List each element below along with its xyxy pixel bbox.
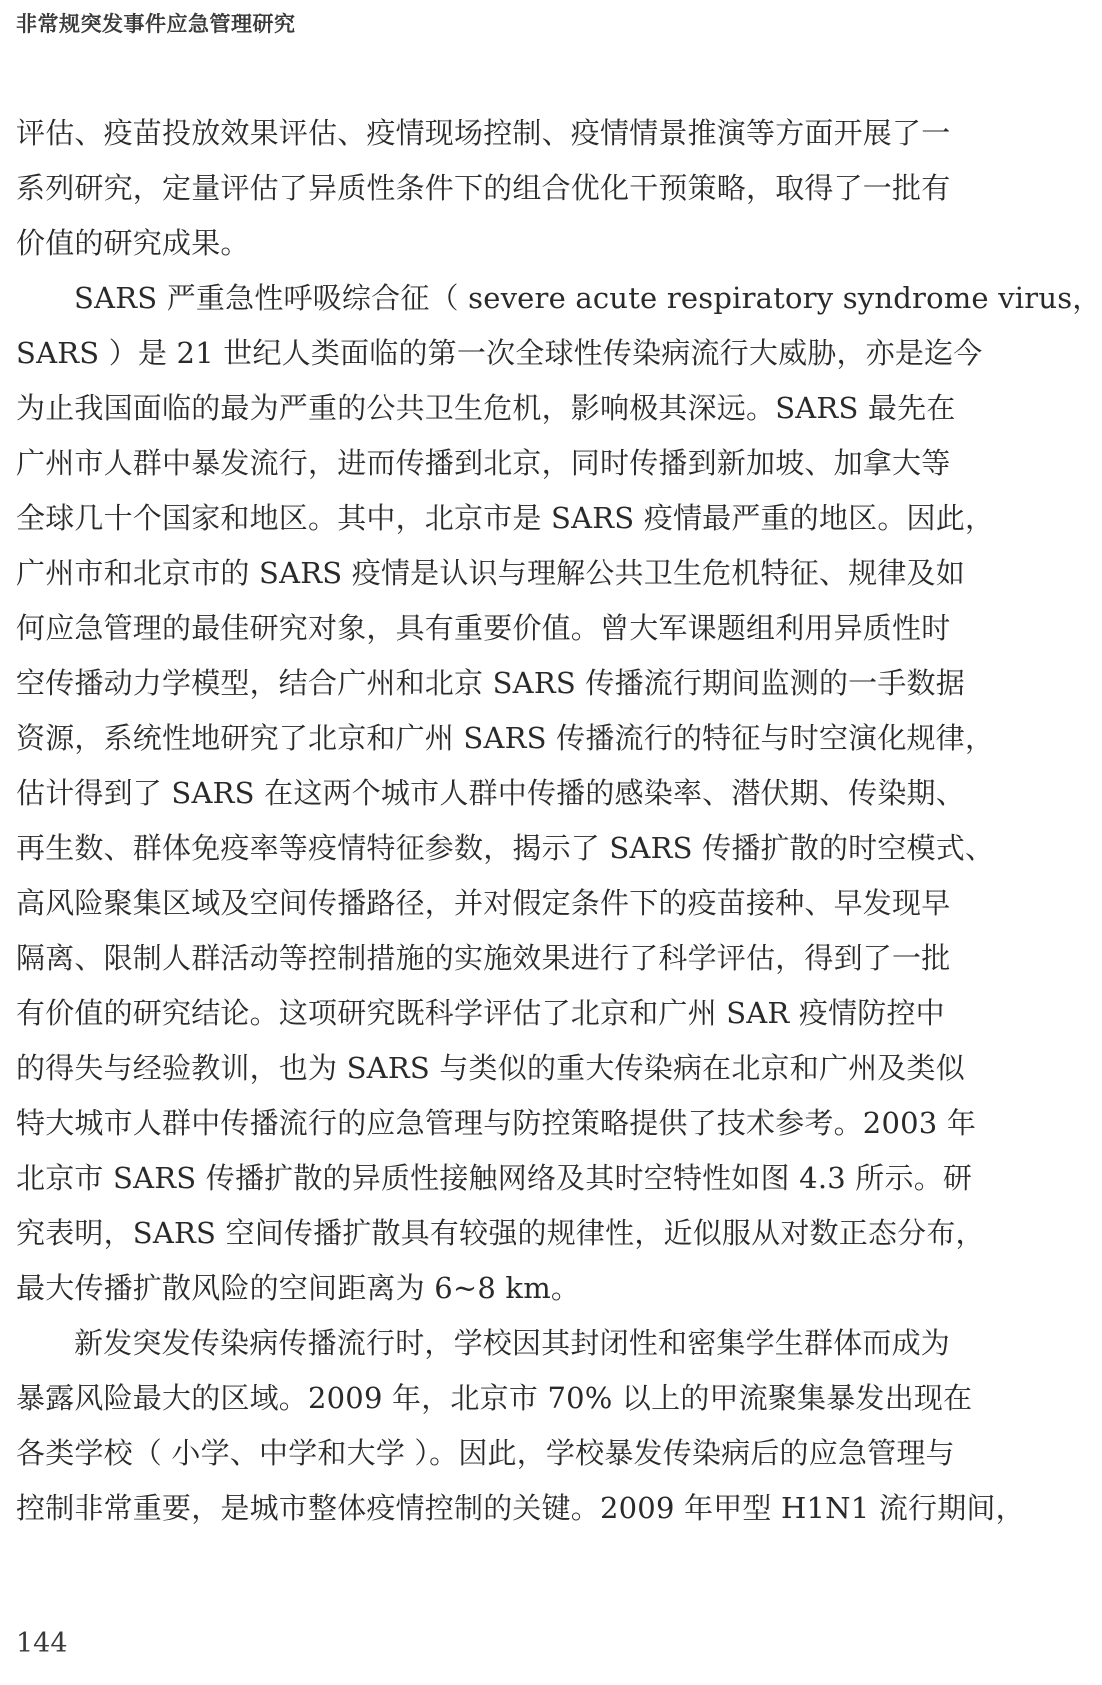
text-line: 究表明，SARS 空间传播扩散具有较强的规律性，近似服从对数正态分布， [16, 1216, 985, 1250]
text-line: 广州市人群中暴发流行，进而传播到北京，同时传播到新加坡、加拿大等 [16, 446, 951, 480]
text-line: 广州市和北京市的 SARS 疫情是认识与理解公共卫生危机特征、规律及如 [16, 556, 965, 590]
text-line: 各类学校（ 小学、中学和大学 ）。因此，学校暴发传染病后的应急管理与 [16, 1436, 955, 1470]
text-line: 新发突发传染病传播流行时，学校因其封闭性和密集学生群体而成为 [74, 1326, 951, 1360]
text-line: 为止我国面临的最为严重的公共卫生危机，影响极其深远。SARS 最先在 [16, 391, 956, 425]
text-line: 空传播动力学模型，结合广州和北京 SARS 传播流行期间监测的一手数据 [16, 666, 965, 700]
text-line: 何应急管理的最佳研究对象，具有重要价值。曾大军课题组利用异质性时 [16, 611, 951, 645]
paragraph-2 [16, 271, 1102, 1316]
text-line: 北京市 SARS 传播扩散的异质性接触网络及其时空特性如图 4.3 所示。研 [16, 1161, 973, 1195]
text-line: 评估、疫苗投放效果评估、疫情现场控制、疫情情景推演等方面开展了一 [16, 116, 951, 150]
text-line: 系列研究，定量评估了异质性条件下的组合优化干预策略，取得了一批有 [16, 171, 951, 205]
paragraph-3 [16, 1316, 1025, 1536]
text-line: 最大传播扩散风险的空间距离为 6~8 km。 [16, 1271, 581, 1305]
body-text [16, 106, 1102, 1536]
running-header: 非常规突发事件应急管理研究 [16, 12, 296, 36]
text-line: 估计得到了 SARS 在这两个城市人群中传播的感染率、潜伏期、传染期、 [16, 776, 965, 810]
text-line: SARS 严重急性呼吸综合征（ severe acute respiratory syndrome virus， [74, 281, 1102, 315]
text-line: 价值的研究成果。 [16, 226, 250, 260]
page-number: 144 [16, 1628, 68, 1659]
text-line: 控制非常重要，是城市整体疫情控制的关键。2009 年甲型 H1N1 流行期间， [16, 1491, 1025, 1525]
text-line: 全球几十个国家和地区。其中，北京市是 SARS 疫情最严重的地区。因此， [16, 501, 995, 535]
paragraph-1 [16, 106, 970, 271]
text-line: 隔离、限制人群活动等控制措施的实施效果进行了科学评估，得到了一批 [16, 941, 951, 975]
text-line: 特大城市人群中传播流行的应急管理与防控策略提供了技术参考。2003 年 [16, 1106, 977, 1140]
text-line: SARS ）是 21 世纪人类面临的第一次全球性传染病流行大威胁，亦是迄今 [16, 336, 983, 370]
text-line: 资源，系统性地研究了北京和广州 SARS 传播流行的特征与时空演化规律， [16, 721, 995, 755]
text-line: 暴露风险最大的区域。2009 年，北京市 70% 以上的甲流聚集暴发出现在 [16, 1381, 973, 1415]
text-line: 高风险聚集区域及空间传播路径，并对假定条件下的疫苗接种、早发现早 [16, 886, 951, 920]
text-line: 的得失与经验教训，也为 SARS 与类似的重大传染病在北京和广州及类似 [16, 1051, 965, 1085]
text-line: 再生数、群体免疫率等疫情特征参数，揭示了 SARS 传播扩散的时空模式、 [16, 831, 995, 865]
text-line: 有价值的研究结论。这项研究既科学评估了北京和广州 SAR 疫情防控中 [16, 996, 945, 1030]
